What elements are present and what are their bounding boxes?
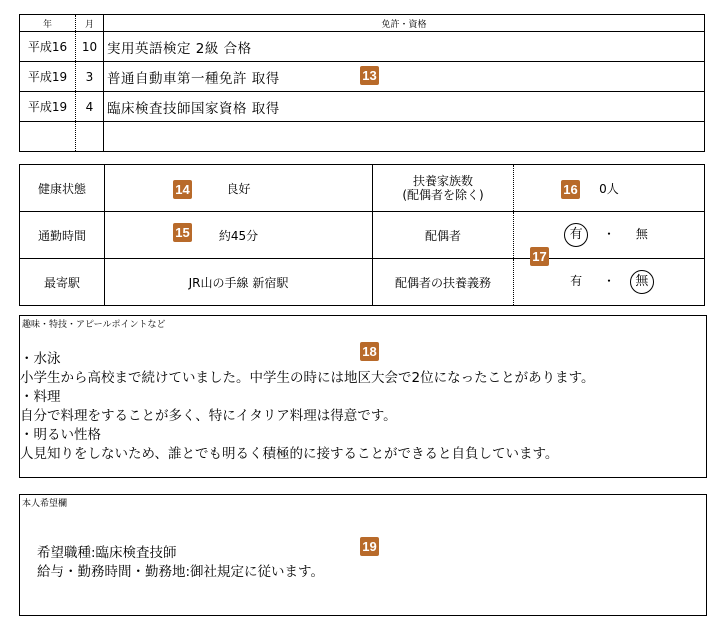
badge-18: 18 — [360, 342, 379, 361]
support-label: 配偶者の扶養義務 — [373, 259, 514, 306]
license-text: 普通自動車第一種免許 取得 — [104, 62, 705, 92]
spouse-yes-circled: 有 — [564, 223, 588, 247]
license-row — [20, 32, 705, 62]
spouse-separator: ・ — [602, 227, 615, 241]
dependents-label-line1: 扶養家族数 — [412, 174, 473, 188]
badge-16: 16 — [561, 180, 580, 199]
dependents-label-line2: (配偶者を除く) — [402, 188, 484, 202]
license-text: 臨床検査技師国家資格 取得 — [104, 92, 705, 122]
hobby-line: 人見知りをしないため、誰とでも明るく積極的に接することができると自負しています。 — [20, 446, 559, 462]
spouse-label: 配偶者 — [373, 212, 514, 259]
dependents-label — [373, 165, 514, 212]
badge-13: 13 — [360, 66, 379, 85]
badge-15: 15 — [173, 223, 192, 242]
hobbies-text — [20, 350, 595, 464]
year-header: 年 — [20, 15, 76, 32]
health-value: 良好 — [105, 165, 373, 212]
wish-line: 希望職種:臨床検査技師 — [37, 545, 177, 561]
commute-value: 約45分 — [105, 212, 373, 259]
license-year: 平成19 — [20, 92, 76, 122]
month-header: 月 — [76, 15, 104, 32]
hobby-line: ・料理 — [20, 389, 61, 405]
license-row — [20, 92, 705, 122]
license-row-empty — [20, 122, 705, 152]
commute-label: 通勤時間 — [20, 212, 105, 259]
support-no-circled: 無 — [630, 270, 654, 294]
support-separator: ・ — [602, 274, 615, 288]
hobby-line: ・明るい性格 — [20, 427, 101, 443]
station-value: JR山の手線 新宿駅 — [105, 259, 373, 306]
license-year: 平成16 — [20, 32, 76, 62]
commute-row — [20, 212, 705, 259]
badge-17: 17 — [530, 247, 549, 266]
hobby-line: 小学生から高校まで続けていました。中学生の時には地区大会で2位になったことがあります。 — [20, 370, 595, 386]
item-header: 免許・資格 — [104, 15, 705, 32]
station-row — [20, 259, 705, 306]
license-text: 実用英語検定 2級 合格 — [104, 32, 705, 62]
wish-line: 給与・勤務時間・勤務地:御社規定に従います。 — [37, 564, 324, 580]
support-yes: 有 — [570, 274, 583, 288]
license-year: 平成19 — [20, 62, 76, 92]
license-month: 3 — [76, 62, 104, 92]
hobbies-box — [19, 315, 707, 478]
dependents-value: 0人 — [514, 165, 705, 212]
health-label: 健康状態 — [20, 165, 105, 212]
license-month: 4 — [76, 92, 104, 122]
license-text — [104, 122, 705, 152]
license-month — [76, 122, 104, 152]
hobby-line: 自分で料理をすることが多く、特にイタリア料理は得意です。 — [20, 408, 397, 424]
license-month: 10 — [76, 32, 104, 62]
wishes-label: 本人希望欄 — [22, 499, 68, 509]
health-row — [20, 165, 705, 212]
hobby-line: ・水泳 — [20, 351, 61, 367]
license-header-row — [20, 15, 705, 32]
wishes-text — [37, 544, 324, 582]
personal-info-table — [19, 164, 705, 306]
hobbies-label: 趣味・特技・アピールポイントなど — [22, 320, 166, 330]
badge-14: 14 — [173, 180, 192, 199]
station-label: 最寄駅 — [20, 259, 105, 306]
license-year — [20, 122, 76, 152]
spouse-no: 無 — [635, 227, 648, 241]
badge-19: 19 — [360, 537, 379, 556]
